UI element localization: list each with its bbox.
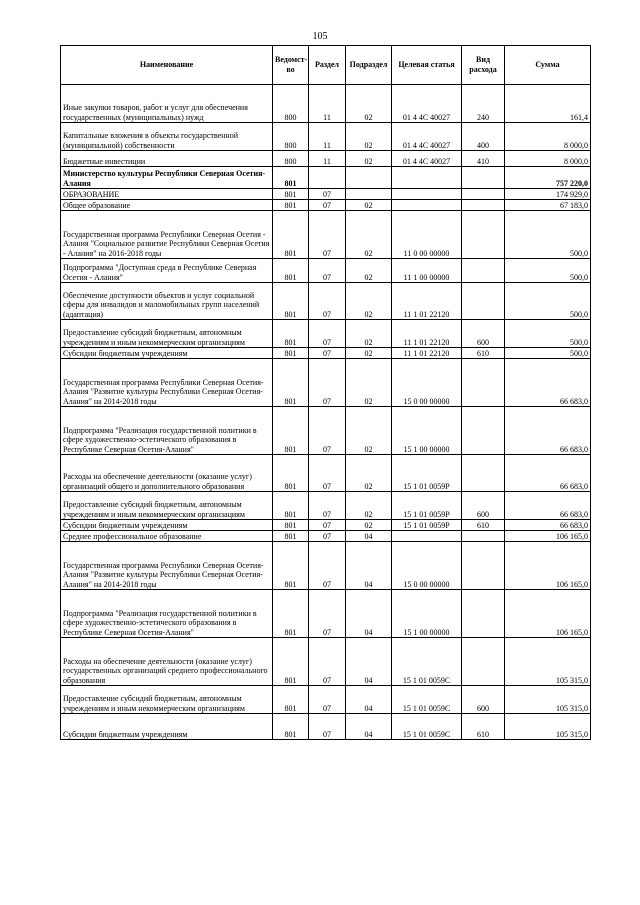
row-sum-cell: 500,0 <box>505 259 591 283</box>
header-podrazdel: Подраздел <box>346 46 392 85</box>
row-name-cell: Субсидии бюджетным учреждениям <box>61 714 273 740</box>
table-row <box>61 211 591 259</box>
row-vedomstvo-cell: 801 <box>273 259 309 283</box>
row-name-cell: Предоставление субсидий бюджетным, автономным учреждениям и иным некоммерческим организациям <box>61 492 273 520</box>
row-target-cell: 01 4 4С 40027 <box>392 151 462 167</box>
row-name-cell: Бюджетные инвестиции <box>61 151 273 167</box>
row-razdel-cell: 07 <box>309 520 346 531</box>
row-podrazdel-cell: 04 <box>346 531 392 542</box>
table-row <box>61 259 591 283</box>
table-row <box>61 531 591 542</box>
row-vedomstvo-cell: 801 <box>273 520 309 531</box>
row-razdel-cell: 07 <box>309 200 346 211</box>
row-sum-cell: 500,0 <box>505 348 591 359</box>
row-vid-cell: 600 <box>462 686 505 714</box>
row-vedomstvo-cell: 801 <box>273 200 309 211</box>
row-razdel-cell: 07 <box>309 320 346 348</box>
row-razdel-cell: 07 <box>309 455 346 492</box>
table-row <box>61 542 591 590</box>
row-podrazdel-cell: 02 <box>346 211 392 259</box>
row-target-cell: 15 1 01 0059Р <box>392 455 462 492</box>
row-vid-cell <box>462 167 505 189</box>
table-row <box>61 189 591 200</box>
row-vid-cell <box>462 200 505 211</box>
row-podrazdel-cell: 02 <box>346 492 392 520</box>
table-row <box>61 492 591 520</box>
row-vid-cell: 410 <box>462 151 505 167</box>
header-vedomstvo: Ведомст-во <box>273 46 309 85</box>
row-vedomstvo-cell: 801 <box>273 359 309 407</box>
row-vedomstvo-cell: 801 <box>273 189 309 200</box>
table-row <box>61 283 591 320</box>
row-vedomstvo-cell: 801 <box>273 348 309 359</box>
row-vid-cell: 600 <box>462 492 505 520</box>
row-name-cell: Общее образование <box>61 200 273 211</box>
row-razdel-cell: 07 <box>309 359 346 407</box>
row-sum-cell: 66 683,0 <box>505 455 591 492</box>
row-name-cell: Государственная программа Республики Северная Осетия-Алания "Развитие культуры Республики Северная Осетия-Алания" на 2014-2018 годы <box>61 359 273 407</box>
row-name-cell: Среднее профессиональное образование <box>61 531 273 542</box>
table-row <box>61 348 591 359</box>
row-vedomstvo-cell: 801 <box>273 320 309 348</box>
row-podrazdel-cell: 02 <box>346 455 392 492</box>
row-sum-cell: 67 183,0 <box>505 200 591 211</box>
row-target-cell: 15 0 00 00000 <box>392 542 462 590</box>
row-vid-cell: 610 <box>462 520 505 531</box>
page-number: 105 <box>312 31 328 42</box>
row-vedomstvo-cell: 801 <box>273 531 309 542</box>
header-sum: Сумма <box>505 46 591 85</box>
row-name-cell: Предоставление субсидий бюджетным, автономным учреждениям и иным некоммерческим организациям <box>61 686 273 714</box>
row-razdel-cell: 07 <box>309 714 346 740</box>
row-razdel-cell <box>309 167 346 189</box>
row-vid-cell: 400 <box>462 123 505 151</box>
row-vedomstvo-cell: 801 <box>273 714 309 740</box>
row-sum-cell: 66 683,0 <box>505 407 591 455</box>
row-name-cell: ОБРАЗОВАНИЕ <box>61 189 273 200</box>
row-vedomstvo-cell: 801 <box>273 167 309 189</box>
table-row <box>61 686 591 714</box>
table-row <box>61 85 591 123</box>
table-row <box>61 151 591 167</box>
row-vedomstvo-cell: 801 <box>273 407 309 455</box>
row-sum-cell: 500,0 <box>505 283 591 320</box>
row-target-cell: 01 4 4С 40027 <box>392 123 462 151</box>
row-razdel-cell: 07 <box>309 259 346 283</box>
row-name-cell: Подпрограмма "Доступная среда в Республике Северная Осетия - Алания" <box>61 259 273 283</box>
row-sum-cell: 500,0 <box>505 320 591 348</box>
row-target-cell <box>392 531 462 542</box>
row-vedomstvo-cell: 801 <box>273 283 309 320</box>
row-target-cell: 11 0 00 00000 <box>392 211 462 259</box>
row-sum-cell: 8 000,0 <box>505 123 591 151</box>
row-vid-cell <box>462 211 505 259</box>
table-row <box>61 320 591 348</box>
row-name-cell: Государственная программа Республики Северная Осетия-Алания "Развитие культуры Республики Северная Осетия-Алания" на 2014-2018 годы <box>61 542 273 590</box>
row-target-cell: 15 1 01 0059С <box>392 686 462 714</box>
row-vid-cell <box>462 407 505 455</box>
row-podrazdel-cell: 02 <box>346 520 392 531</box>
row-name-cell: Иные закупки товаров, работ и услуг для обеспечения государственных (муниципальных) нужд <box>61 85 273 123</box>
table-row <box>61 200 591 211</box>
row-podrazdel-cell: 02 <box>346 259 392 283</box>
row-podrazdel-cell: 02 <box>346 85 392 123</box>
row-target-cell: 11 1 00 00000 <box>392 259 462 283</box>
row-podrazdel-cell: 04 <box>346 590 392 638</box>
row-vedomstvo-cell: 800 <box>273 151 309 167</box>
header-name: Наименование <box>61 46 273 85</box>
table-row <box>61 167 591 189</box>
row-target-cell: 01 4 4С 40027 <box>392 85 462 123</box>
row-sum-cell: 105 315,0 <box>505 714 591 740</box>
row-target-cell: 15 0 00 00000 <box>392 359 462 407</box>
table-row <box>61 590 591 638</box>
row-sum-cell: 66 683,0 <box>505 520 591 531</box>
row-razdel-cell: 07 <box>309 283 346 320</box>
row-podrazdel-cell <box>346 189 392 200</box>
row-sum-cell: 66 683,0 <box>505 492 591 520</box>
row-razdel-cell: 07 <box>309 211 346 259</box>
row-name-cell: Субсидии бюджетным учреждениям <box>61 520 273 531</box>
row-target-cell: 11 1 01 22120 <box>392 348 462 359</box>
row-sum-cell: 174 929,0 <box>505 189 591 200</box>
row-target-cell: 15 1 01 0059С <box>392 638 462 686</box>
row-vid-cell: 610 <box>462 348 505 359</box>
row-name-cell: Расходы на обеспечение деятельности (оказание услуг) организаций общего и дополнительного образования <box>61 455 273 492</box>
row-target-cell: 15 1 00 00000 <box>392 590 462 638</box>
row-podrazdel-cell: 02 <box>346 283 392 320</box>
row-vid-cell <box>462 542 505 590</box>
row-razdel-cell: 07 <box>309 189 346 200</box>
row-vid-cell <box>462 359 505 407</box>
row-vedomstvo-cell: 801 <box>273 590 309 638</box>
row-podrazdel-cell: 02 <box>346 123 392 151</box>
row-vid-cell: 610 <box>462 714 505 740</box>
row-name-cell: Предоставление субсидий бюджетным, автономным учреждениям и иным некоммерческим организациям <box>61 320 273 348</box>
table-row <box>61 520 591 531</box>
row-vid-cell <box>462 189 505 200</box>
row-target-cell: 11 1 01 22120 <box>392 283 462 320</box>
table-row <box>61 407 591 455</box>
table-row <box>61 123 591 151</box>
row-sum-cell: 106 165,0 <box>505 542 591 590</box>
table-row <box>61 359 591 407</box>
row-razdel-cell: 07 <box>309 348 346 359</box>
row-podrazdel-cell: 02 <box>346 200 392 211</box>
row-sum-cell: 106 165,0 <box>505 590 591 638</box>
row-podrazdel-cell <box>346 167 392 189</box>
row-razdel-cell: 07 <box>309 686 346 714</box>
row-razdel-cell: 11 <box>309 151 346 167</box>
row-sum-cell: 105 315,0 <box>505 686 591 714</box>
table-row <box>61 714 591 740</box>
row-name-cell: Подпрограмма "Реализация государственной политики в сфере художественно-эстетического образования в Республике Северная Осетия-Алания" <box>61 407 273 455</box>
budget-table <box>60 45 591 740</box>
header-vid: Вид расхода <box>462 46 505 85</box>
row-podrazdel-cell: 02 <box>346 359 392 407</box>
row-name-cell: Расходы на обеспечение деятельности (оказание услуг) государственных организаций среднего профессионального образования <box>61 638 273 686</box>
row-podrazdel-cell: 02 <box>346 320 392 348</box>
table-row <box>61 455 591 492</box>
row-vedomstvo-cell: 800 <box>273 123 309 151</box>
row-vid-cell <box>462 283 505 320</box>
row-sum-cell: 8 000,0 <box>505 151 591 167</box>
row-sum-cell: 500,0 <box>505 211 591 259</box>
row-razdel-cell: 07 <box>309 590 346 638</box>
row-podrazdel-cell: 02 <box>346 151 392 167</box>
table-body <box>61 85 591 740</box>
row-sum-cell: 106 165,0 <box>505 531 591 542</box>
row-razdel-cell: 07 <box>309 638 346 686</box>
row-razdel-cell: 07 <box>309 407 346 455</box>
row-target-cell: 15 1 01 0059Р <box>392 520 462 531</box>
row-vid-cell <box>462 455 505 492</box>
row-podrazdel-cell: 02 <box>346 348 392 359</box>
row-name-cell: Обеспечение доступности объектов и услуг социальной сферы для инвалидов и маломобильных групп населений (адаптация) <box>61 283 273 320</box>
row-podrazdel-cell: 04 <box>346 542 392 590</box>
row-target-cell <box>392 200 462 211</box>
row-vedomstvo-cell: 801 <box>273 492 309 520</box>
row-podrazdel-cell: 04 <box>346 638 392 686</box>
row-vedomstvo-cell: 801 <box>273 211 309 259</box>
row-name-cell: Капитальные вложения в объекты государственной (муниципальной) собственности <box>61 123 273 151</box>
row-sum-cell: 161,4 <box>505 85 591 123</box>
table-row <box>61 638 591 686</box>
row-vid-cell: 240 <box>462 85 505 123</box>
row-vid-cell: 600 <box>462 320 505 348</box>
row-podrazdel-cell: 04 <box>346 714 392 740</box>
row-razdel-cell: 11 <box>309 85 346 123</box>
table-header-row <box>61 46 591 85</box>
row-target-cell: 11 1 01 22120 <box>392 320 462 348</box>
row-vedomstvo-cell: 801 <box>273 686 309 714</box>
row-razdel-cell: 07 <box>309 531 346 542</box>
row-sum-cell: 757 220,0 <box>505 167 591 189</box>
row-name-cell: Подпрограмма "Реализация государственной политики в сфере художественно-эстетического образования в Республике Северная Осетия-Алания" <box>61 590 273 638</box>
header-target: Целевая статья <box>392 46 462 85</box>
row-sum-cell: 105 315,0 <box>505 638 591 686</box>
row-razdel-cell: 11 <box>309 123 346 151</box>
row-vedomstvo-cell: 801 <box>273 542 309 590</box>
row-vid-cell <box>462 590 505 638</box>
row-target-cell: 15 1 01 0059С <box>392 714 462 740</box>
row-name-cell: Министерство культуры Республики Северная Осетия-Алания <box>61 167 273 189</box>
row-target-cell <box>392 189 462 200</box>
row-podrazdel-cell: 04 <box>346 686 392 714</box>
row-razdel-cell: 07 <box>309 542 346 590</box>
row-name-cell: Государственная программа Республики Северная Осетия - Алания "Социальное развитие Республики Северная Осетия - Алания" на 2016-2018 годы <box>61 211 273 259</box>
row-podrazdel-cell: 02 <box>346 407 392 455</box>
row-target-cell: 15 1 01 0059Р <box>392 492 462 520</box>
row-vid-cell <box>462 259 505 283</box>
row-vedomstvo-cell: 801 <box>273 638 309 686</box>
row-sum-cell: 66 683,0 <box>505 359 591 407</box>
row-razdel-cell: 07 <box>309 492 346 520</box>
row-vid-cell <box>462 638 505 686</box>
row-target-cell <box>392 167 462 189</box>
row-name-cell: Субсидии бюджетным учреждениям <box>61 348 273 359</box>
row-vid-cell <box>462 531 505 542</box>
row-vedomstvo-cell: 801 <box>273 455 309 492</box>
header-razdel: Раздел <box>309 46 346 85</box>
row-vedomstvo-cell: 800 <box>273 85 309 123</box>
row-target-cell: 15 1 00 00000 <box>392 407 462 455</box>
